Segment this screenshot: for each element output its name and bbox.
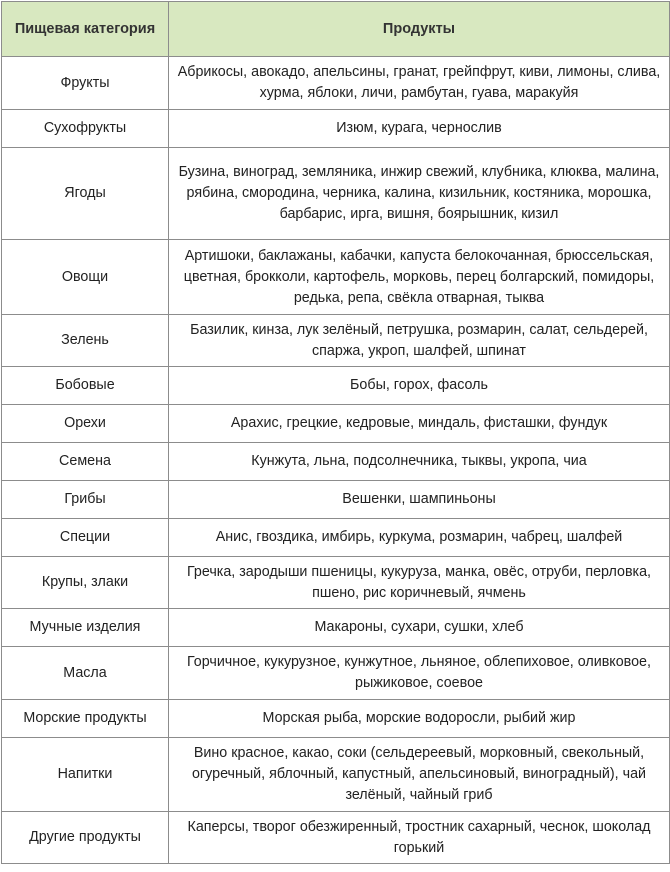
products-cell: Бузина, виноград, земляника, инжир свежий, клубника, клюква, малина, рябина, смородина, черника, калина, кизильник, костяника, морошка, барбарис, ирга, вишня, боярышник, кизил — [169, 148, 670, 240]
products-cell: Базилик, кинза, лук зелёный, петрушка, розмарин, салат, сельдерей, спаржа, укроп, шалфей, шпинат — [169, 315, 670, 367]
food-category-table — [1, 1, 670, 864]
category-cell: Напитки — [2, 738, 169, 812]
table-row — [2, 812, 670, 864]
header-products-label: Продукты — [382, 20, 456, 37]
table-row — [2, 405, 670, 443]
products-cell: Вино красное, какао, соки (сельдереевый, морковный, свекольный, огуречный, яблочный, капустный, апельсиновый, виноградный), чай зелёный, чайный гриб — [169, 738, 670, 812]
table-row — [2, 647, 670, 700]
products-cell: Гречка, зародыши пшеницы, кукуруза, манка, овёс, отруби, перловка, пшено, рис коричневый, ячмень — [169, 557, 670, 609]
category-cell: Другие продукты — [2, 812, 169, 864]
table-row — [2, 609, 670, 647]
table-row — [2, 315, 670, 367]
products-cell: Горчичное, кукурузное, кунжутное, льняное, облепиховое, оливковое, рыжиковое, соевое — [169, 647, 670, 700]
category-cell: Зелень — [2, 315, 169, 367]
products-cell: Абрикосы, авокадо, апельсины, гранат, грейпфрут, киви, лимоны, слива, хурма, яблоки, личи, рамбутан, гуава, маракуйя — [169, 57, 670, 110]
category-cell: Семена — [2, 443, 169, 481]
table-row — [2, 557, 670, 609]
table-row — [2, 443, 670, 481]
table-header-row — [2, 2, 670, 57]
category-cell: Бобовые — [2, 367, 169, 405]
category-cell: Масла — [2, 647, 169, 700]
products-cell: Кунжута, льна, подсолнечника, тыквы, укропа, чиа — [169, 443, 670, 481]
category-cell: Ягоды — [2, 148, 169, 240]
category-cell: Крупы, злаки — [2, 557, 169, 609]
table-row — [2, 57, 670, 110]
table-row — [2, 148, 670, 240]
table-row — [2, 110, 670, 148]
products-cell: Макароны, сухари, сушки, хлеб — [169, 609, 670, 647]
products-cell: Артишоки, баклажаны, кабачки, капуста белокочанная, брюссельская, цветная, брокколи, картофель, морковь, перец болгарский, помидоры, редька, репа, свёкла отварная, тыква — [169, 240, 670, 315]
category-cell: Сухофрукты — [2, 110, 169, 148]
products-cell: Изюм, курага, чернослив — [169, 110, 670, 148]
category-cell: Морские продукты — [2, 700, 169, 738]
table-row — [2, 367, 670, 405]
products-cell: Анис, гвоздика, имбирь, куркума, розмарин, чабрец, шалфей — [169, 519, 670, 557]
table-row — [2, 519, 670, 557]
table-row — [2, 481, 670, 519]
category-cell: Грибы — [2, 481, 169, 519]
table-row — [2, 738, 670, 812]
category-cell: Овощи — [2, 240, 169, 315]
category-cell: Специи — [2, 519, 169, 557]
products-cell: Бобы, горох, фасоль — [169, 367, 670, 405]
header-category-label: Пищевая категория — [14, 20, 156, 37]
products-cell: Морская рыба, морские водоросли, рыбий жир — [169, 700, 670, 738]
table-row — [2, 240, 670, 315]
products-cell: Вешенки, шампиньоны — [169, 481, 670, 519]
table-row — [2, 700, 670, 738]
header-products — [169, 2, 670, 57]
category-cell: Мучные изделия — [2, 609, 169, 647]
category-cell: Орехи — [2, 405, 169, 443]
products-cell: Каперсы, творог обезжиренный, тростник сахарный, чеснок, шоколад горький — [169, 812, 670, 864]
header-category — [2, 2, 169, 57]
category-cell: Фрукты — [2, 57, 169, 110]
products-cell: Арахис, грецкие, кедровые, миндаль, фисташки, фундук — [169, 405, 670, 443]
